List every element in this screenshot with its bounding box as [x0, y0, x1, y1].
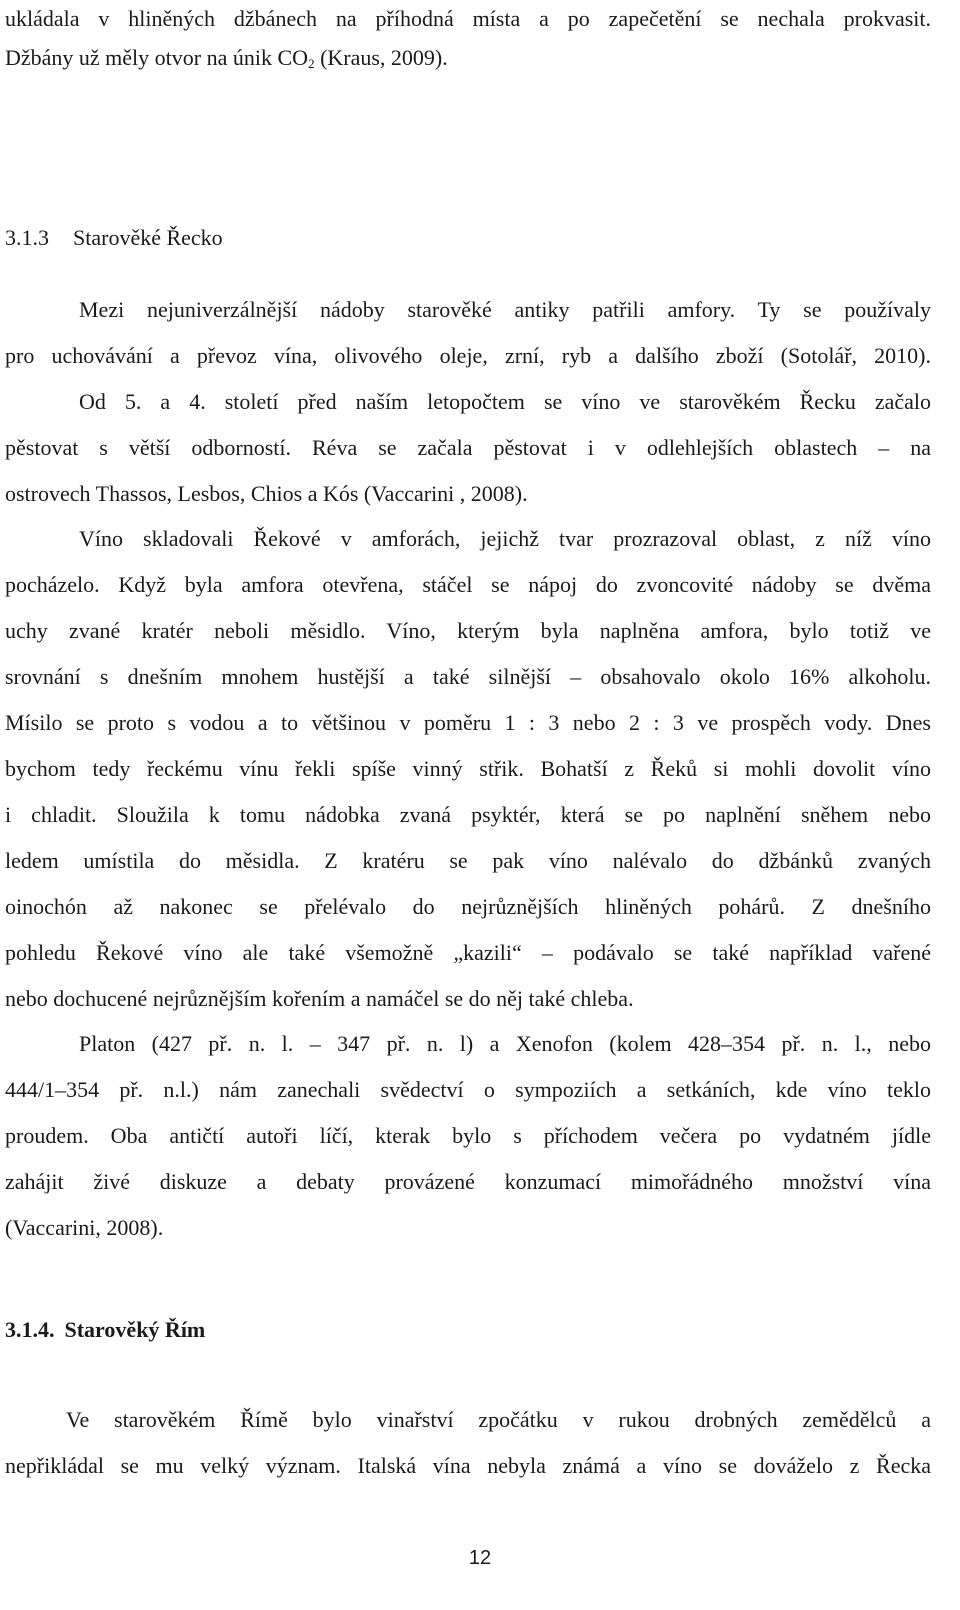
text-line: Mísilo se proto s vodou a to většinou v poměru 1 : 3 nebo 2 : 3 ve prospěch vody. Dnes: [5, 710, 931, 735]
text-line: pěstovat s větší odborností. Réva se začala pěstovat i v odlehlejších oblastech – na: [5, 435, 931, 460]
text-line: srovnání s dnešním mnohem hustější a také silnější – obsahovalo okolo 16% alkoholu.: [5, 664, 931, 689]
section-title: Starověké Řecko: [73, 225, 223, 250]
text-line: 444/1–354 př. n.l.) nám zanechali svědectví o sympoziích a setkáních, kde víno teklo: [5, 1077, 931, 1102]
text-line: Od 5. a 4. století před naším letopočtem se víno ve starověkém Řecku začalo: [79, 389, 931, 414]
text-line: pohledu Řekové víno ale také všemožně „kazili“ – podávalo se také například vařené: [5, 940, 931, 965]
text-span: Džbány už měly otvor na únik CO: [5, 45, 309, 70]
page-number: 12: [468, 1547, 492, 1569]
text-line: ostrovech Thassos, Lesbos, Chios a Kós (Vaccarini , 2008).: [5, 481, 528, 506]
text-line: Ve starověkém Římě bylo vinařství zpočátku v rukou drobných zemědělců a: [66, 1407, 931, 1432]
section-title: Starověký Řím: [64, 1317, 206, 1342]
text-line: proudem. Oba antičtí autoři líčí, kterak bylo s příchodem večera po vydatném jídle: [5, 1123, 931, 1148]
text-line: Víno skladovali Řekové v amforách, jejichž tvar prozrazoval oblast, z níž víno: [79, 526, 931, 551]
subscript: 2: [308, 56, 315, 71]
text-line: ledem umístila do měsidla. Z kratéru se pak víno nalévalo do džbánků zvaných: [5, 848, 931, 873]
text-line: nebo dochucené nejrůznějším kořením a namáčel se do něj také chleba.: [5, 986, 634, 1011]
text-line: bychom tedy řeckému vínu řekli spíše vinný střik. Bohatší z Řeků si mohli dovolit víno: [5, 756, 931, 781]
text-line: pocházelo. Když byla amfora otevřena, stáčel se nápoj do zvoncovité nádoby se dvěma: [5, 572, 931, 597]
text-line: pro uchovávání a převoz vína, olivového oleje, zrní, ryb a dalšího zboží (Sotolář, 2010).: [5, 343, 931, 368]
text-line: uchy zvané kratér neboli měsidlo. Víno, kterým byla naplněna amfora, bylo totiž ve: [5, 618, 931, 643]
text-line: ukládala v hliněných džbánech na příhodná místa a po zapečetění se nechala prokvasit.: [5, 6, 931, 31]
text-line: zahájit živé diskuze a debaty provázené konzumací mimořádného množství vína: [5, 1169, 931, 1194]
text-line: oinochón až nakonec se přelévalo do nejrůznějších hliněných pohárů. Z dnešního: [5, 894, 931, 919]
text-line: nepřikládal se mu velký význam. Italská vína nebyla známá a víno se dováželo z Řecka: [5, 1453, 931, 1478]
section-heading-3-1-3: [5, 223, 223, 253]
text-line: Platon (427 př. n. l. – 347 př. n. l) a Xenofon (kolem 428–354 př. n. l., nebo: [79, 1031, 931, 1056]
text-line: [5, 43, 931, 73]
section-number: 3.1.3: [5, 225, 49, 250]
text-line: Mezi nejuniverzálnější nádoby starověké antiky patřili amfory. Ty se používaly: [79, 297, 931, 322]
section-heading-3-1-4: [5, 1315, 205, 1345]
section-number: 3.1.4.: [5, 1317, 55, 1342]
text-span: (Kraus, 2009).: [314, 45, 448, 70]
text-line: i chladit. Sloužila k tomu nádobka zvaná psyktér, která se po naplnění sněhem nebo: [5, 802, 931, 827]
text-line: (Vaccarini, 2008).: [5, 1215, 164, 1240]
